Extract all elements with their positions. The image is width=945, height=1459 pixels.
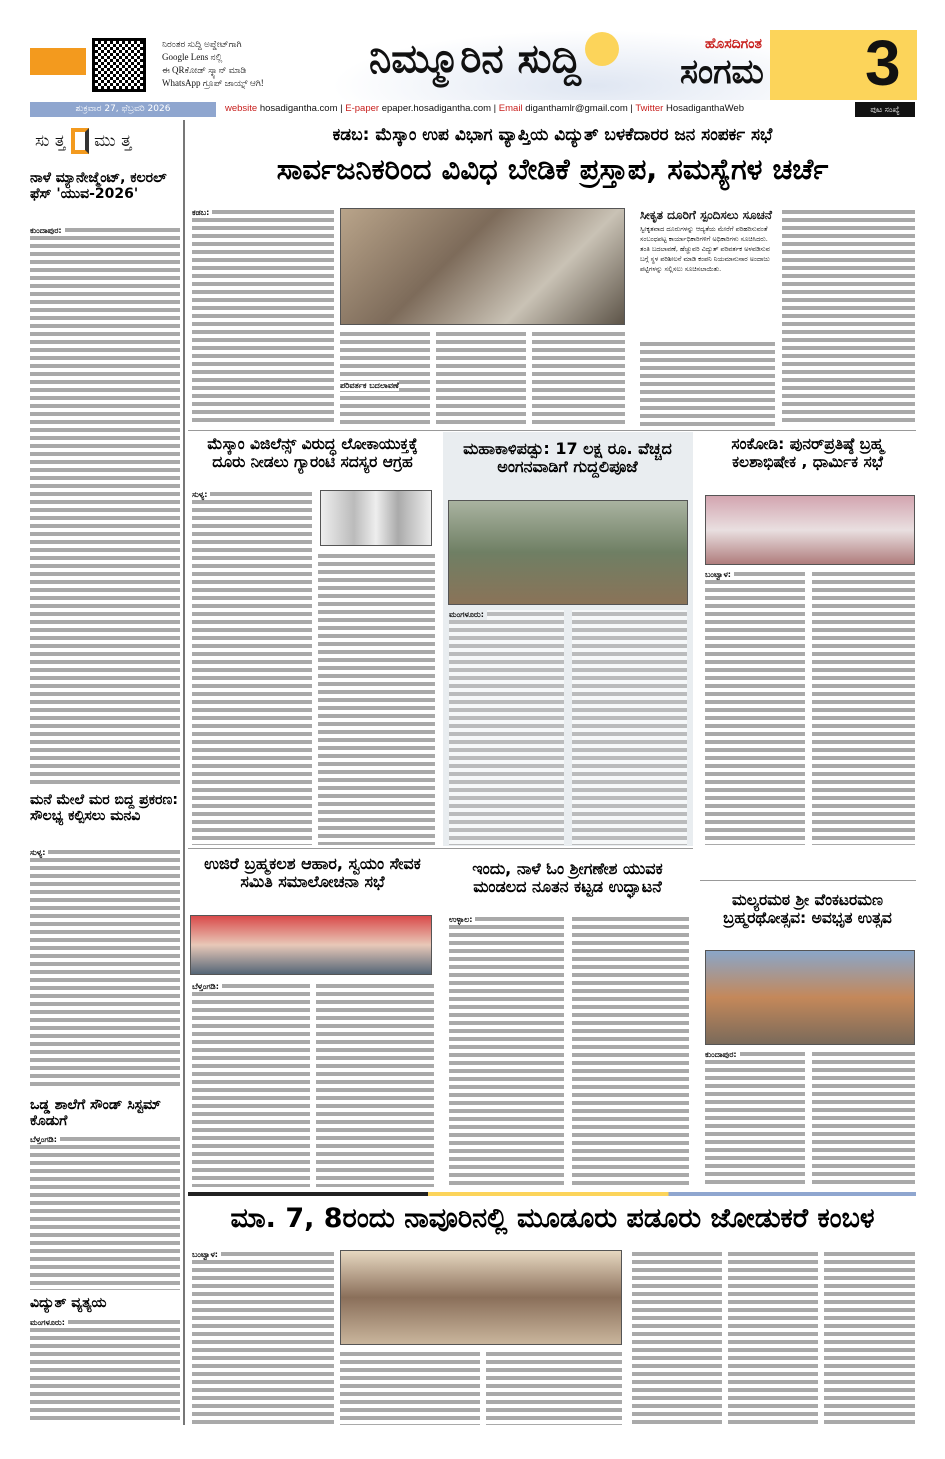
story-headline: ಮಲ್ಯರಮಠ ಶ್ರೀ ವೆಂಕಟರಮಣ ಬ್ರಹ್ಮರಥೋತ್ಸವ: ಅವಭೃತ ಉತ್ಸವ	[723, 891, 892, 927]
suttamutta-logo	[35, 128, 175, 154]
article-body	[782, 208, 915, 426]
qr-line: Google Lens ನಲ್ಲಿ	[162, 52, 223, 62]
epaper-link[interactable]: epaper.hosadigantha.com	[381, 103, 492, 114]
story-headline: ಮಹಾಕಾಳಿಪಡ್ಪು: 17 ಲಕ್ಷ ರೂ. ವೆಚ್ಚದ ಅಂಗನವಾಡಿಗೆ ಗುದ್ದಲಿಪೂಜೆ	[463, 439, 672, 477]
story-photo	[320, 490, 432, 546]
article-body	[30, 1135, 180, 1290]
dateline: ಉಳ್ಳಾಲ:	[449, 915, 475, 925]
article-body	[192, 208, 334, 426]
brand-small: ಹೊಸದಿಗಂತ	[705, 36, 762, 52]
article-body	[640, 340, 775, 426]
door-icon	[71, 128, 89, 154]
story-headline: ಇಂದು, ನಾಳೆ ಓಂ ಶ್ರೀಗಣೇಶ ಯುವಕ ಮಂಡಲದ ನೂತನ ಕಟ್ಟಡ ಉದ್ಘಾಟನೆ	[472, 859, 663, 897]
logo-text: ಮು ತ್ತ	[94, 131, 132, 151]
sidebar-headline: ಸೀಕೃತ ದೂರಿಗೆ ಸ್ಪಂದಿಸಲು ಸೂಚನೆ	[640, 208, 772, 222]
article-body	[318, 552, 435, 845]
column-divider	[183, 120, 185, 1425]
dateline: ಸುಳ್ಯ:	[30, 848, 48, 858]
dateline: ಮಂಗಳೂರು:	[449, 610, 487, 620]
article-body	[705, 1050, 805, 1187]
left-story-headline: ವಿದ್ಯುತ್ ವ್ಯತ್ಯಯ	[30, 1295, 107, 1311]
website-label: website	[225, 103, 258, 114]
story-photo	[448, 500, 688, 605]
left-story-headline: ಮನೆ ಮೇಲೆ ಮರ ಬಿದ್ದ ಪ್ರಕರಣ: ಸೌಲಭ್ಯ ಕಲ್ಪಿಸಲು ಮನವಿ	[30, 792, 178, 825]
article-body	[192, 1250, 334, 1425]
story-headline: ಉಜಿರೆ ಬ್ರಹ್ಮಕಲಶ ಆಹಾರ, ಸ್ವಯಂ ಸೇವಕ ಸಮಿತಿ ಸಮಾಲೋಚನಾ ಸಭೆ	[204, 854, 421, 892]
article-body	[436, 330, 526, 426]
lead-subhead: ಪರಿವರ್ತಕ ಬದಲಾವಣೆ	[340, 381, 399, 390]
lead-photo	[340, 208, 625, 325]
article-body	[30, 848, 180, 1088]
article-body	[192, 982, 310, 1187]
article-body	[340, 330, 430, 426]
left-story-headline: ಒಡ್ಡ ಶಾಲೆಗೆ ಸೌಂಡ್ ಸಿಸ್ಟಮ್ ಕೊಡುಗೆ	[30, 1097, 161, 1130]
qr-line: ಈ QRಕೋಡ್ ಸ್ಕ್ಯಾನ್ ಮಾಡಿ	[162, 65, 247, 75]
article-body	[316, 982, 434, 1187]
twitter-link[interactable]: HosadiganthaWeb	[665, 103, 744, 114]
article-body	[632, 1250, 722, 1425]
logo-text: ಸು ತ್ತ	[35, 131, 66, 151]
dateline: ಬೆಳ್ತಂಗಡಿ:	[30, 1135, 60, 1145]
dateline: ಬಂಟ್ವಾಳ:	[192, 1250, 221, 1260]
divider	[188, 430, 916, 431]
dateline: ಕಡಬ:	[192, 208, 212, 218]
article-body	[812, 570, 915, 845]
article-body	[192, 490, 312, 845]
dateline: ಮಂಗಳೂರು:	[30, 1318, 68, 1328]
orange-block	[30, 48, 86, 75]
story-photo	[340, 1250, 622, 1345]
article-body	[449, 610, 564, 845]
contact-links: website hosadigantha.com | E-paper epaper.hosadigantha.com | Email diganthamlr@gmail.com | Twitter HosadiganthaWeb	[225, 103, 744, 114]
dateline: ಬೆಳ್ತಂಗಡಿ:	[192, 982, 222, 992]
left-story-headline: ನಾಳೆ ಮ್ಯಾನೇಜ್ಮೆಂಟ್, ಕಲರಲ್ ಫೆಸ್ 'ಯುವ-2026'	[30, 170, 167, 203]
article-body	[705, 570, 805, 845]
article-body	[30, 1318, 180, 1423]
color-rule	[188, 1192, 916, 1196]
website-link[interactable]: hosadigantha.com	[259, 103, 338, 114]
section-title: ನಿಮ್ಮೂರಿನ ಸುದ್ದಿ	[369, 36, 581, 82]
article-body	[824, 1250, 915, 1425]
story-photo	[705, 495, 915, 565]
qr-instructions	[162, 38, 264, 90]
story-headline: ಮೆಸ್ಕಾಂ ವಿಜಿಲೆನ್ಸ್ ವಿರುದ್ಧ ಲೋಕಾಯುಕ್ತಕ್ಕೆ ದೂರು ನೀಡಲು ಗ್ಯಾರಂಟಿ ಸದಸ್ಯರ ಆಗ್ರಹ	[207, 435, 418, 471]
lead-sidebar	[640, 208, 775, 336]
article-body	[572, 915, 689, 1187]
dateline: ಕುಂದಾಪುರ:	[705, 1050, 740, 1060]
dateline: ಸುಳ್ಯ:	[192, 490, 210, 500]
article-body	[728, 1250, 818, 1425]
article-body	[812, 1050, 915, 1187]
page-number: 3	[865, 27, 901, 99]
article-body	[449, 915, 564, 1187]
story-headline: ಮಾ. 7, 8ರಂದು ನಾವೂರಿನಲ್ಲಿ ಮೂಡೂರು ಪಡೂರು ಜೋಡುಕರೆ ಕಂಬಳ	[230, 1203, 875, 1234]
divider	[700, 880, 916, 881]
qr-line: ನಿರಂತರ ಸುದ್ದಿ ಅಪ್ಡೇಟ್‌ಗಾಗಿ	[162, 39, 242, 49]
brand-large: ಸಂಗಮ	[680, 52, 764, 92]
sidebar-body: ಸ್ವೀಕೃತವಾದ ದೂರುಗಳನ್ನು ಆದ್ಯತೆಯ ಮೇರೆಗೆ ಪರಿಹರಿಸುವಂತೆ ಸಂಬಂಧಪಟ್ಟ ಕಾರ್ಯಾಧಿಕಾರಿಗಳಿಗೆ ಅಧಿಕಾರಿಗಳು ಸೂಚಿಸಿದರು. ತಂತಿ ಬದಲಾವಣೆ, ಹೆಚ್ಚುವರಿ ವಿದ್ಯುತ್ ಪರಿವರ್ತಕ ಅಳವಡಿಸುವ ಬಗ್ಗೆ ಸ್ಥಳ ಪರಿಶೀಲನೆ ಮಾಡಿ ಕಂಪನಿ ನಿಯಮಾನುಸಾರ ಅಂದಾಜು ಪಟ್ಟಿಗಳನ್ನು ಸಲ್ಲಿಸಲು ಸೂಚಿಸಲಾಯಿತು.	[640, 225, 770, 273]
email-label: Email	[498, 103, 523, 114]
lead-kicker: ಕಡಬ: ಮೆಸ್ಕಾಂ ಉಪ ವಿಭಾಗ ವ್ಯಾಪ್ತಿಯ ವಿದ್ಯುತ್ ಬಳಕೆದಾರರ ಜನ ಸಂಪರ್ಕ ಸಭೆ	[332, 125, 773, 145]
story-headline: ಸಂಕೋಡಿ: ಪುನರ್‌ಪ್ರತಿಷ್ಠೆ ಬ್ರಹ್ಮ ಕಲಶಾಭಿಷೇಕ , ಧಾರ್ಮಿಕ ಸಭೆ	[731, 435, 884, 471]
email-link[interactable]: diganthamlr@gmail.com	[525, 103, 628, 114]
article-body	[30, 226, 180, 786]
article-body	[532, 330, 625, 426]
article-body	[486, 1350, 622, 1425]
qr-code[interactable]	[92, 38, 146, 92]
story-photo	[190, 915, 432, 975]
dateline: ಬಂಟ್ವಾಳ:	[705, 570, 734, 580]
epaper-label: E-paper	[345, 103, 380, 114]
page-label: ಪುಟ ಸಂಖ್ಯೆ	[855, 102, 915, 117]
article-body	[340, 1350, 480, 1425]
date-bar: ಶುಕ್ರವಾರ 27, ಫೆಬ್ರವರಿ 2026	[30, 102, 216, 117]
twitter-label: Twitter	[635, 103, 664, 114]
story-photo	[705, 950, 915, 1045]
lead-headline: ಸಾರ್ವಜನಿಕರಿಂದ ವಿವಿಧ ಬೇಡಿಕೆ ಪ್ರಸ್ತಾಪ, ಸಮಸ್ಯೆಗಳ ಚರ್ಚೆ	[276, 152, 829, 186]
article-body	[572, 610, 687, 845]
dateline: ಕುಂದಾಪುರ:	[30, 226, 65, 236]
qr-line: WhatsApp ಗ್ರೂಪ್ ಜಾಯ್ನ್ ಆಗಿ!	[162, 78, 264, 88]
divider	[188, 848, 693, 849]
